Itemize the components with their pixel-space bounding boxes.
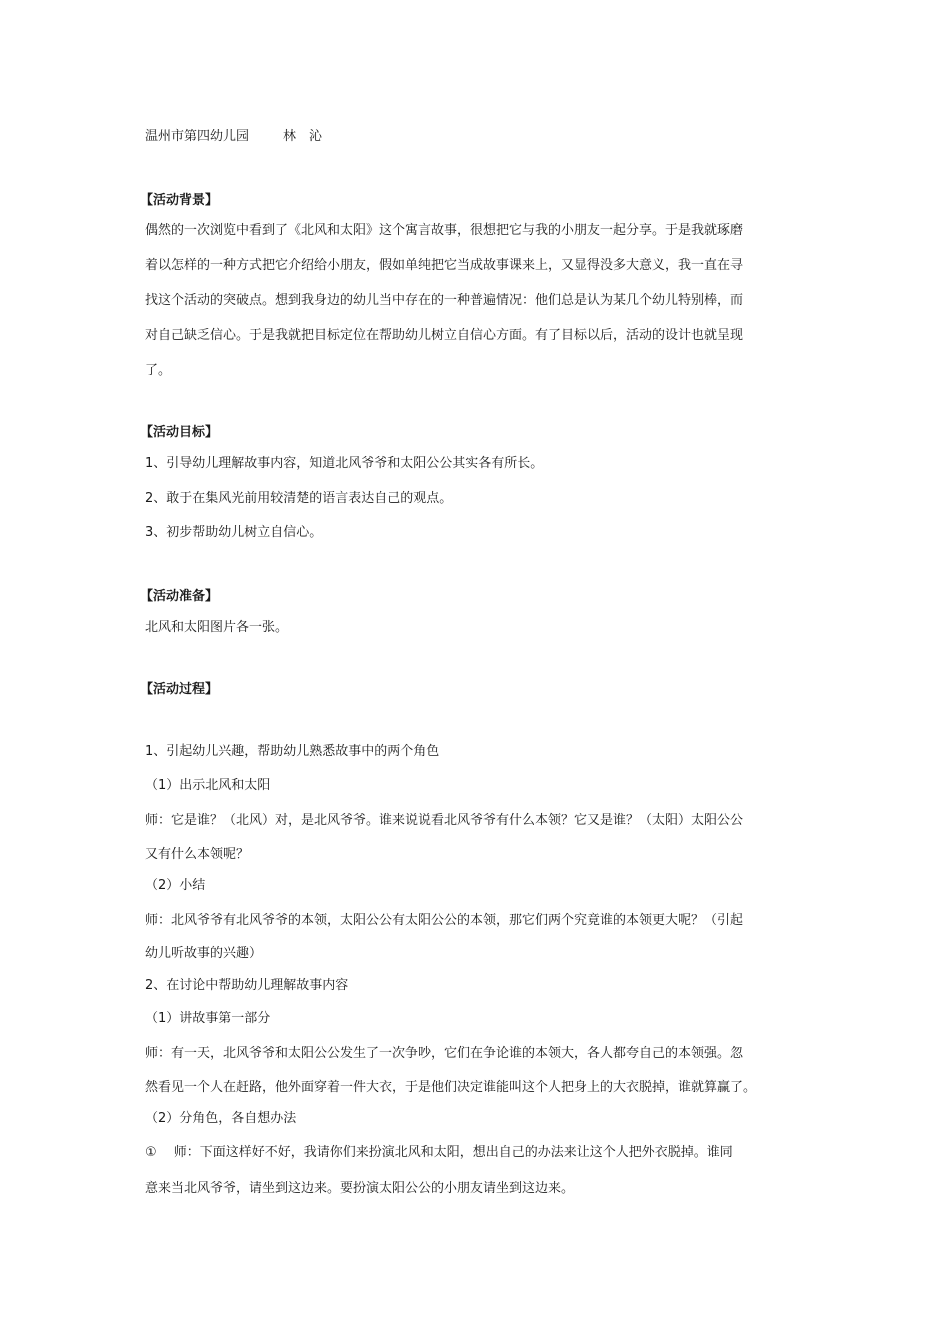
process-line: 师：北风爷爷有北风爷爷的本领，太阳公公有太阳公公的本领，那它们两个究竟谁的本领更大呢？（引起 <box>145 913 744 928</box>
preparation-heading: 【活动准备】 <box>140 589 219 604</box>
process-line: （1）讲故事第一部分 <box>145 1011 271 1026</box>
process-heading: 【活动过程】 <box>140 682 219 697</box>
goal-item: 2、敢于在集风光前用较清楚的语言表达自己的观点。 <box>145 491 453 506</box>
background-heading: 【活动背景】 <box>140 193 219 208</box>
header-line <box>145 128 322 146</box>
preparation-text: 北风和太阳图片各一张。 <box>145 620 289 635</box>
process-line: 幼儿听故事的兴趣） <box>145 946 263 961</box>
author-name: 林 沁 <box>283 129 323 144</box>
process-line: 2、在讨论中帮助幼儿理解故事内容 <box>145 978 349 993</box>
process-line: 又有什么本领呢？ <box>145 847 250 862</box>
process-line: （1）出示北风和太阳 <box>145 778 271 793</box>
process-line: 师：有一天，北风爷爷和太阳公公发生了一次争吵，它们在争论谁的本领大，各人都夸自己的本领强。忽 <box>145 1046 744 1061</box>
background-paragraph-line: 找这个活动的突破点。想到我身边的幼儿当中存在的一种普遍情况：他们总是认为某几个幼儿特别棒，而 <box>145 293 744 308</box>
goal-item: 3、初步帮助幼儿树立自信心。 <box>145 525 323 540</box>
process-line: 1、引起幼儿兴趣，帮助幼儿熟悉故事中的两个角色 <box>145 744 440 759</box>
goals-heading: 【活动目标】 <box>140 425 219 440</box>
goal-item: 1、引导幼儿理解故事内容，知道北风爷爷和太阳公公其实各有所长。 <box>145 456 544 471</box>
process-line: （2）小结 <box>145 878 206 893</box>
process-line: ① 师：下面这样好不好，我请你们来扮演北风和太阳，想出自己的办法来让这个人把外衣脱掉。谁同 <box>145 1145 733 1160</box>
process-line: 意来当北风爷爷，请坐到这边来。要扮演太阳公公的小朋友请坐到这边来。 <box>145 1181 575 1196</box>
kindergarten-name: 温州市第四幼儿园 <box>145 129 250 144</box>
process-line: 师：它是谁？（北风）对，是北风爷爷。谁来说说看北风爷爷有什么本领？它又是谁？（太阳）太阳公公 <box>145 813 744 828</box>
process-line: 然看见一个人在赶路，他外面穿着一件大衣，于是他们决定谁能叫这个人把身上的大衣脱掉，谁就算赢了。 <box>145 1080 757 1095</box>
background-paragraph-line: 对自己缺乏信心。于是我就把目标定位在帮助幼儿树立自信心方面。有了目标以后，活动的设计也就呈现 <box>145 328 744 343</box>
process-line: （2）分角色，各自想办法 <box>145 1111 297 1126</box>
background-paragraph-line: 偶然的一次浏览中看到了《北风和太阳》这个寓言故事，很想把它与我的小朋友一起分享。于是我就琢磨 <box>145 223 744 238</box>
background-paragraph-line: 着以怎样的一种方式把它介绍给小朋友，假如单纯把它当成故事课来上，又显得没多大意义，我一直在寻 <box>145 258 744 273</box>
background-paragraph-line: 了。 <box>145 363 172 378</box>
